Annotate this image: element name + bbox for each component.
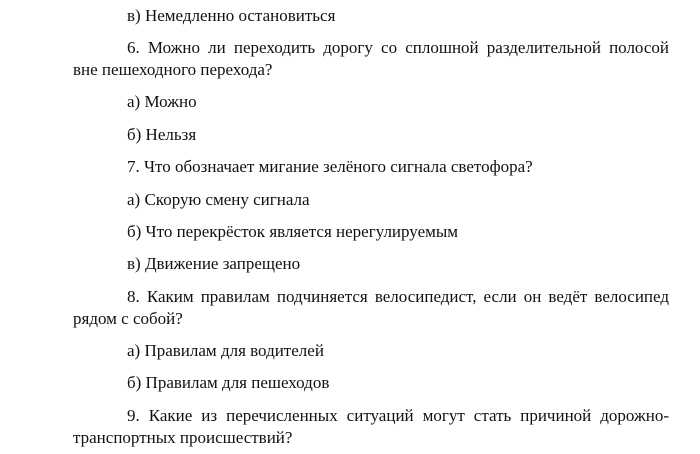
question-text: 7. Что обозначает мигание зелёного сигнала светофора? <box>127 157 533 176</box>
question-text-continued: вне пешеходного перехода? <box>73 60 273 79</box>
answer-option: в) Немедленно остановиться <box>127 6 336 25</box>
answer-option: а) Правилам для водителей <box>127 341 324 360</box>
answer-option: в) Движение запрещено <box>127 254 301 273</box>
answer-option: б) Правилам для пешеходов <box>127 373 330 392</box>
question-text: 9. Какие из перечисленных ситуаций могут стать причиной дорожно- <box>127 406 669 425</box>
answer-option: а) Скорую смену сигнала <box>127 190 310 209</box>
answer-option: а) Можно <box>127 92 197 111</box>
answer-option: б) Что перекрёсток является нерегулируемым <box>127 222 459 241</box>
question-text-continued: транспортных происшествий? <box>73 428 293 447</box>
question-text-continued: рядом с собой? <box>73 309 183 328</box>
question-text: 8. Каким правилам подчиняется велосипедист, если он ведёт велосипед <box>127 287 669 306</box>
question-text: 6. Можно ли переходить дорогу со сплошной разделительной полосой <box>127 38 669 57</box>
answer-option: б) Нельзя <box>127 125 197 144</box>
